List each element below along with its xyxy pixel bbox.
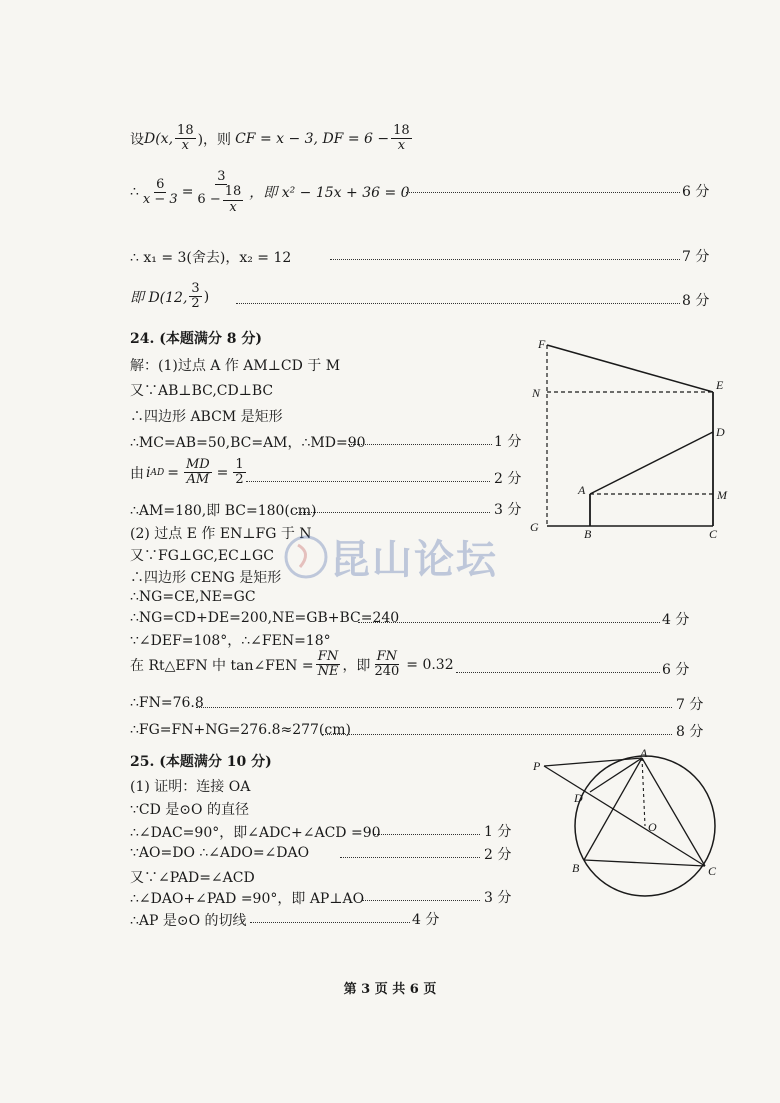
q23-line-D xyxy=(130,282,209,312)
denominator: NE xyxy=(317,664,339,680)
score-label: 1 分 xyxy=(484,824,512,840)
fraction xyxy=(195,170,247,215)
score-label: 3 分 xyxy=(494,502,522,518)
line-FE xyxy=(547,345,713,392)
score-label: 8 分 xyxy=(676,724,704,740)
text: 在 Rt△EFN 中 tan∠FEN = xyxy=(130,657,314,674)
numerator: 6 xyxy=(156,176,165,192)
denominator: x xyxy=(181,138,189,154)
denominator: x xyxy=(397,138,406,154)
line-AO xyxy=(642,758,645,826)
dot-leader xyxy=(250,922,410,923)
q24-line: 又∵AB⊥BC,CD⊥BC xyxy=(130,383,274,399)
q24-line: ∴FG=FN+NG=276.8≈277(cm) xyxy=(130,722,351,738)
denominator: 2 xyxy=(191,296,200,312)
score-label: 4 分 xyxy=(412,912,440,928)
dot-leader xyxy=(196,707,672,708)
dot-leader xyxy=(296,512,490,513)
numerator: FN xyxy=(376,649,398,664)
dot-leader xyxy=(456,672,660,673)
numerator: 18 xyxy=(177,123,194,138)
text: CF = x − 3, DF = 6 − xyxy=(235,130,390,147)
text: i xyxy=(146,464,151,481)
text: = 0.32 xyxy=(406,656,454,673)
q24-line: ∴MC=AB=50,BC=AM，∴MD=90 xyxy=(130,435,366,451)
q24-line: 解：(1)过点 A 作 AM⊥CD 于 M xyxy=(130,358,341,374)
numerator: 1 xyxy=(235,457,244,472)
fraction xyxy=(223,185,244,215)
line-PA xyxy=(544,758,642,766)
label-D: D xyxy=(574,791,583,805)
q24-tan-line xyxy=(130,650,454,680)
line-AD xyxy=(590,432,713,494)
therefore-symbol: ∴ xyxy=(130,184,139,201)
subscript: AD xyxy=(150,467,165,478)
numerator: 18 xyxy=(393,123,410,138)
dot-leader xyxy=(406,192,680,193)
dot-leader xyxy=(236,303,680,304)
q24-line: (2) 过点 E 作 EN⊥FG 于 N xyxy=(130,526,312,542)
label-M: M xyxy=(717,488,727,502)
fraction xyxy=(372,650,401,680)
label-A: A xyxy=(640,748,648,760)
score-label: 3 分 xyxy=(484,890,512,906)
denominator: x xyxy=(229,199,237,215)
text: )，则 xyxy=(197,131,232,148)
q24-figure xyxy=(520,330,740,545)
line-BC xyxy=(584,860,705,866)
q25-line: (1) 证明：连接 OA xyxy=(130,779,251,795)
q25-line: 又∵∠PAD=∠ACD xyxy=(130,870,255,886)
q25-line: ∵CD 是⊙O 的直径 xyxy=(130,802,249,818)
q24-line: ∴四边形 ABCM 是矩形 xyxy=(130,409,283,425)
dot-leader xyxy=(340,857,480,858)
q24-line: ∴四边形 CENG 是矩形 xyxy=(130,570,282,586)
label-B: B xyxy=(572,861,580,875)
dot-leader xyxy=(246,481,490,482)
label-F: F xyxy=(538,337,546,351)
watermark-text: 昆山论坛 xyxy=(330,537,498,583)
label-C: C xyxy=(708,864,717,878)
text: 即 D(12, xyxy=(130,289,188,306)
q25-line: ∴AP 是⊙O 的切线 xyxy=(130,913,247,929)
numerator: FN xyxy=(317,649,339,664)
q24-line: ∴FN=76.8 xyxy=(130,695,204,711)
q24-line: ∵∠DEF=108°，∴∠FEN=18° xyxy=(130,633,331,649)
score-label: 7 分 xyxy=(682,249,710,265)
label-B: B xyxy=(584,527,592,541)
q25-line: ∵AO=DO ∴∠ADO=∠DAO xyxy=(130,845,310,861)
fraction xyxy=(175,124,196,154)
q25-line: ∴∠DAC=90°，即∠ADC+∠ACD =90 xyxy=(130,825,381,841)
q24-heading: 24. (本题满分 8 分) xyxy=(130,331,262,347)
dot-leader xyxy=(330,259,680,260)
denominator: 2 xyxy=(235,472,244,488)
label-D: D xyxy=(716,425,725,439)
label-A: A xyxy=(578,483,586,497)
text: D(x, xyxy=(144,130,174,147)
q24-line: ∴AM=180,即 BC=180(cm) xyxy=(130,503,317,519)
denominator: AM xyxy=(186,472,210,488)
q23-line-equation xyxy=(130,170,410,215)
dot-leader xyxy=(322,734,672,735)
q25-figure xyxy=(520,748,740,908)
score-label: 2 分 xyxy=(494,471,522,487)
line-AC xyxy=(642,758,705,866)
text: = xyxy=(167,464,179,481)
text: 6 − xyxy=(197,191,221,207)
text: ，即 xyxy=(342,657,371,674)
text: 由 xyxy=(130,465,144,482)
score-label: 6 分 xyxy=(662,662,690,678)
fraction xyxy=(141,178,180,208)
score-label: 2 分 xyxy=(484,847,512,863)
score-label: 1 分 xyxy=(494,434,522,450)
label-O: O xyxy=(648,820,657,834)
label-E: E xyxy=(716,378,724,392)
text: ，即 x² − 15x + 36 = 0 xyxy=(249,185,410,202)
score-label: 6 分 xyxy=(682,184,710,200)
denominator: 240 xyxy=(374,664,400,680)
page-footer: 第 3 页 共 6 页 xyxy=(343,982,437,997)
dot-leader xyxy=(348,444,492,445)
numerator: 3 xyxy=(217,169,226,184)
q25-heading: 25. (本题满分 10 分) xyxy=(130,754,272,770)
line-AB xyxy=(584,758,642,860)
text: = xyxy=(181,184,194,201)
q24-line: ∴NG=CD+DE=200,NE=GB+BC=240 xyxy=(130,610,400,626)
score-label: 7 分 xyxy=(676,697,704,713)
label-P: P xyxy=(533,759,541,773)
dot-leader xyxy=(362,900,480,901)
q24-line: ∴NG=CE,NE=GC xyxy=(130,589,256,605)
score-label: 4 分 xyxy=(662,612,690,628)
q23-line-setD xyxy=(130,124,414,154)
line-PC xyxy=(544,766,705,866)
text: ∴ x₁ = 3(舍去)，x₂ = 12 xyxy=(130,250,292,266)
dot-leader xyxy=(358,622,660,623)
fraction xyxy=(189,282,201,312)
numerator: MD xyxy=(185,457,210,472)
text: ) xyxy=(203,288,210,305)
numerator: 18 xyxy=(224,184,242,200)
fraction xyxy=(316,650,341,680)
dot-leader xyxy=(374,834,480,835)
fraction xyxy=(391,124,412,154)
text: = xyxy=(216,464,229,481)
denominator xyxy=(195,185,247,215)
q24-ratio-line xyxy=(130,458,248,488)
label-C: C xyxy=(709,527,718,541)
denominator: x − 3 xyxy=(142,191,178,207)
score-label: 8 分 xyxy=(682,293,710,309)
watermark-logo-icon xyxy=(282,531,330,583)
fraction xyxy=(184,458,212,488)
label-N: N xyxy=(532,386,541,400)
q25-line: ∴∠DAO+∠PAD =90°，即 AP⊥AO xyxy=(130,891,365,907)
q23-line-roots xyxy=(130,247,291,267)
label-G: G xyxy=(530,520,539,534)
watermark xyxy=(282,528,498,585)
numerator: 3 xyxy=(191,281,200,296)
fraction xyxy=(233,458,245,488)
text: 设 xyxy=(130,131,144,148)
q24-line: 又∵FG⊥GC,EC⊥GC xyxy=(130,548,274,564)
